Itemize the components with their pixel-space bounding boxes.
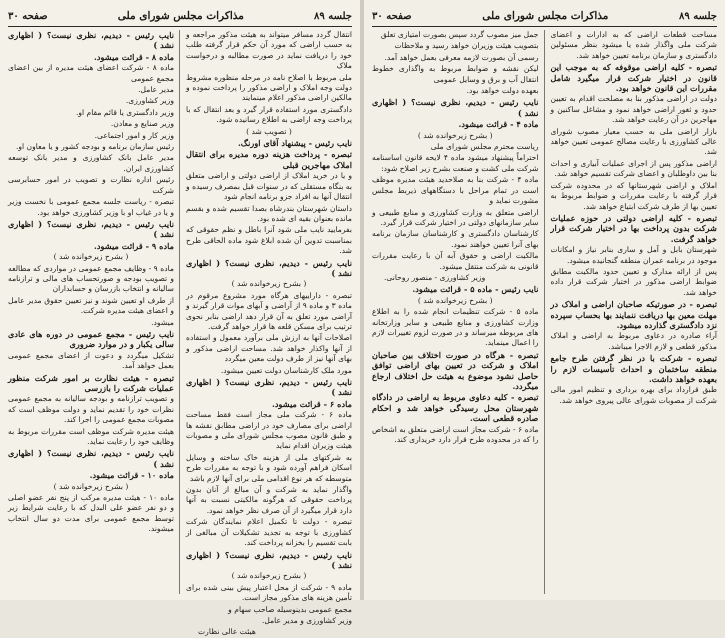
procedural-note: ( بشرح زیرخوانده شد ) — [231, 571, 307, 581]
left-page-right-column — [186, 30, 352, 637]
paragraph: تشکیل میگردد و دعوت از اعضای مجمع عمومی بعمل خواهد آمد. — [8, 350, 174, 371]
section-heading: تبصره - کلیه دعاوی مربوط به اراضی در دادگاه شهرستان محل رسیدگی خواهد شد و احکام صادره قطعی است. — [372, 392, 539, 424]
paragraph: وزیر کشاورزی و مدیر عامل. — [261, 615, 352, 625]
section-heading: تبصره - کلیه اراضی موقوفه که به موجب این قانون در اختیار شرکت قرار میگیرد شامل مقررات این قانون خواهد بود. — [550, 62, 717, 94]
section-heading: نایب رئیس - ماده ۵ - قرائت میشود. — [412, 284, 539, 295]
procedural-note: ( بشرح زیرخوانده شد ) — [53, 252, 129, 262]
paragraph: رئیس اداره نظارت و تصویب در امور حسابرسی شرکت — [8, 175, 174, 195]
paragraph: تبصره - دولت تا تکمیل اعلام نمایندگان شرکت کشاورزی با توجه به تجدید تشکیلات آن مبالغی از بابت تقسیم را بخزانه پرداخت کند. — [186, 517, 352, 548]
section-heading: تبصره - در صورتیکه صاحبان اراضی و املاک در مهلت معین بها دریافت ننمایند بها بحساب سپرده نزد دادگستری گذارده میشود. — [550, 299, 717, 330]
paragraph: ماده ۱۰ - هیئت مدیره مرکب از پنج نفر عضو اصلی و دو نفر عضو علی البدل که با رعایت شرایط زیر توسط مجمع عمومی برای مدت دو سال انتخاب میشوند. — [8, 493, 175, 534]
procedural-note: ( بشرح زیرخوانده شد ) — [231, 279, 307, 289]
paragraph: از طرف او تعیین شوند و نیز تعیین حقوق مدیر عامل و اعضای هیئت مدیره شرکت. — [8, 295, 174, 316]
paragraph: ماده ۹ - شرکت از محل اعتبار پیش بینی شده برای تأمین هزینه های مذکور مجاز است. — [186, 582, 352, 603]
paragraph: و تصویب ترازنامه و بودجه سالیانه به مجمع عمومی نظرات خود را تقدیم نماید و دولت موظف است که مصوبات مجمع عمومی را اجرا کند. — [8, 394, 174, 425]
section-heading: نایب رئیس - دیدیم، نظری نیست؟ ( اظهاری نشد ) — [8, 218, 174, 240]
paragraph: بعهده دولت خواهد بود. — [466, 86, 539, 96]
paragraph: مدیر عامل. — [138, 85, 174, 95]
paragraph: میشود. — [151, 317, 174, 327]
procedural-note: ( بشرح زیرخوانده شد ) — [417, 295, 493, 305]
paragraph: اصلاحات آنها به ارزش ملی برآورد معمول و استفاده از آنها واکذار خواهد شد. مساحت اراضی مذکور و بهای آنها نیز از طرف دولت معین میگردد — [186, 333, 352, 364]
left-page-header — [8, 6, 352, 27]
paragraph: تبصره - ریاست جلسه مجمع عمومی با نخست وزیر و یا در غیاب او با وزیر کشاورزی خواهد بود. — [8, 197, 174, 217]
paragraph: کارشناسان دادگستری و کارشناسان سازمان برنامه بهای آنرا تعیین خواهند نمود. — [372, 229, 539, 249]
paragraph: به شرکتهای ملی از هزینه خاک ساخته و وسایل اسکان فراهم آورده شود و با توجه به مقررات طرح متوسطه که هر نوع اقدامی ملی برای آنها لازم باشد — [186, 452, 352, 483]
section-heading: نایب رئیس - دیدیم، نظری نیست؟ ( اظهاری نشد ) — [8, 30, 174, 51]
paragraph: طبق قرارداد برای بهره برداری و تنظیم امور مالی شرکت از مصوبات شورای عالی پیروی خواهد شد. — [550, 385, 717, 405]
right-page-header — [372, 6, 717, 27]
paragraph: وزیر کشاورزی. — [125, 96, 174, 106]
section-heading: ماده ۴ - قرائت میشود. — [458, 119, 539, 130]
paragraph: دادگستری مورد استفاده قرار گیرد و بعد انتقال که با پرداخت وجه اراضی به اطلاع رسانیده شود. — [186, 104, 352, 125]
right-page-columns — [372, 30, 717, 594]
section-heading: ماده ۹ - قرائت میشود. — [94, 240, 174, 251]
paragraph: اراضی متعلق به وزارت کشاورزی و منابع طبیعی و سایر سازمانهای دولتی در اختیار شرکت قرار گیرد. — [372, 207, 539, 227]
section-heading: نایب رئیس - دیدیم، نظری نیست؟ ( اظهاری نشد ) — [8, 448, 174, 469]
left-page-columns — [8, 30, 352, 637]
procedural-note: ( بشرح زیرخوانده شد ) — [417, 130, 493, 140]
paragraph: لیکن نقشه و ضوابط مربوط به واگذاری خطوط انتقال آب و برق و وسایل عمومی — [372, 64, 539, 84]
paragraph: رئیس سازمان برنامه و بودجه کشور و یا معاون او. — [15, 142, 174, 152]
section-heading: نایب رئیس - دیدیم، نظری نیست؟ ( اظهاری نشد ) — [372, 97, 539, 118]
section-heading: تبصره - پرداخت هزینه دوره مدیره برای انتقال املاک مهاجرین قبلی — [186, 149, 352, 170]
paragraph: دولت در اراضی مذکور بنا به مصلحت اقدام به تعیین حدود و ثغور اراضی خواهد نمود و مشاغل ساکنین و مهاجرین در آن رعایت خواهد شد. — [550, 94, 717, 125]
section-heading: نایب رئیس - دیدیم، نظری نیست؟ ( اظهاری نشد ) — [186, 257, 352, 278]
paragraph: وزیر صنایع و معادن. — [110, 119, 174, 129]
paragraph: انتقال گردد مسافر میتواند به هیئت مذکور مراجعه و به حسب اراضی که مورد آن حکم قرار گرفته طلب خود را دریافت نماید در صورت مطالبه و درخواست ملاک — [186, 30, 352, 71]
paragraph: مدیر عامل بانک کشاورزی و مدیر بانک توسعه کشاورزی ایران. — [8, 153, 174, 173]
paragraph: بازار اراضی ملی به حسب معیار مصوب شورای عالی کشاورزی با رعایت مصالح عمومی تعیین خواهد شد. — [550, 126, 717, 157]
right-page-left-column — [372, 30, 545, 594]
paragraph: واگذار نماید به شرکت و آن مبالغ از آنان بدون پرداخت حقوقی که هرگونه مالکیتی نسبت به آنها دارد قرار میگیرد از آن صرف نظر خواهد نمود. — [186, 485, 352, 515]
paragraph: بتصویب هیئت وزیران خواهد رسید و ملاحظات — [394, 41, 539, 51]
paragraph: ریاست محترم مجلس شورای ملی — [430, 142, 539, 152]
left-page-title: مذاکرات مجلس شورای ملی — [117, 10, 244, 22]
right-page-number: صفحه ۳۰ — [372, 10, 412, 22]
section-heading: تبصره - هیئت نظارت بر امور شرکت منظور عملیات شرکت را بازرسی — [8, 372, 174, 393]
section-heading: نایب رئیس - پیشنهاد آقای اورنگ. — [237, 138, 352, 149]
paragraph: وزیر کار و امور اجتماعی. — [94, 130, 174, 140]
section-heading: نایب رئیس - دیدیم، نظری نیست؟ ( اظهاری نشد ) — [186, 377, 352, 398]
section-heading: نایب رئیس - مجمع عمومی در دوره های عادی سالی یکبار و در موارد ضروری — [8, 328, 174, 350]
paragraph: احتراماً پیشنهاد میشود ماده ۴ لایحه قانون اساسنامه شرکت ملی کشت و صنعت بشرح زیر اصلاح شود: — [372, 153, 539, 173]
left-session-label: جلسه ۸۹ — [313, 10, 352, 22]
paragraph: اراضی مذکور پس از اجرای عملیات آبیاری و احداث بنا بین داوطلبان و اعضای شرکت تقسیم خواهد شد. — [550, 158, 717, 179]
paragraph: و یا در خرید املاک از اراضی دولتی و اراضی متعلق به بنگاه مستقلی که در سنوات قبل بمصرف رسیده و انتقال آنها به افراد جزو برنامه انجام شود — [186, 171, 352, 202]
paragraph: ملی مربوط با اصلاح نامه در مرحله منظوره مشروط دولت وجه املاک و اراضی مذکور را پرداخت نموده و مالکین اراضی مذکور اعلام مینمایند — [186, 72, 352, 103]
paragraph: بفرمایید نایب ملی شود آنرا باطل و نظم حقوقی که بمناسبت تدوین آن شده ابلاغ شود ماده الحاقی طرح شد. — [186, 225, 352, 256]
paragraph: ماده ۸ - شرکت اعضای هیئت مدیره از بین اعضای مجمع عمومی — [8, 63, 175, 83]
right-page — [364, 0, 725, 600]
paragraph: وزیر دادگستری یا قائم مقام او. — [75, 107, 174, 117]
paragraph: ماده ۵ - شرکت تنظیمات انجام شده را به اطلاع وزارت کشاورزی و منابع طبیعی و سایر وزارتخانه های مربوطه میرساند و در صورت لزوم تغییرات لازم را اعمال مینماید. — [372, 307, 539, 348]
left-page-number: صفحه ۳۰ — [8, 10, 48, 22]
paragraph: ماده ۶ - شرکت مجاز است اراضی متعلق به اشخاص را که در محدوده طرح قرار دارد خریداری کند. — [372, 424, 539, 445]
paragraph: املاک و اراضی شهرستانها که در محدوده شرکت قرار گرفته با رعایت مقررات و ضوابط مربوط به تعیین بها از طرف شرکت ابتیاع خواهد شد. — [550, 180, 717, 211]
paragraph: پس از ارائه مدارک و تعیین حدود مالکیت مطابق ضوابط اراضی مذکور در اختیار شرکت قرار داده خواهد شد. — [550, 266, 717, 297]
signature-line: هیئت عالی نظارت — [198, 627, 256, 637]
right-page-title: مذاکرات مجلس شورای ملی — [482, 10, 609, 22]
section-heading: تبصره - هرگاه در صورت اختلاف بین صاحبان املاک و شرکت در تعیین بهای اراضی توافق حاصل نشود موضوع به هیئت حل اختلاف ارجاع میگردد. — [372, 349, 539, 391]
right-session-label: جلسه ۸۹ — [678, 10, 717, 22]
paragraph: مجمع عمومی بدینوسیله صاحب سهام و — [228, 604, 352, 614]
section-heading: تبصره - کلیه اراضی دولتی در حوزه عملیات شرکت بدون پرداخت بها در اختیار شرکت قرار خواهد گرفت. — [550, 212, 717, 244]
paragraph: آراء صادره در دعاوی مربوط به اراضی و املاک مذکور قطعی و لازم الاجرا میباشد. — [550, 331, 717, 351]
paragraph: مساحت قطعات اراضی که به ادارات و اعضای شرکت ملی واگذار شده یا میشود بنظر مسئولین دادگستری و سازمان برنامه تعیین خواهد شد. — [550, 30, 717, 60]
section-heading: ماده ۱۰ - قرائت میشود. — [89, 470, 174, 481]
section-heading: ماده ۶ - قرائت میشود. — [272, 398, 352, 409]
paragraph: شهرستان بابل و آمل و ساری بنابر نیاز و امکانات موجود در برنامه عمران منطقه گنجانیده میشود. — [550, 245, 717, 265]
paragraph: تبصره - داراییهای هرگاه مورد مشروع مرقوم در ماده ۳ و ماده ۹ از آراضی و آبهای موات قرار گیرند و آراضی مورد تعلق به آن قرار دهد اراضی بنابر نحوی ترتیب برای مسکن قلعه ها قرار خواهد گرفت. — [186, 290, 352, 331]
procedural-note: ( بشرح زیرخوانده شد ) — [53, 481, 129, 491]
signature-line: وزیر کشاورزی - منصور روحانی. — [384, 272, 486, 282]
left-page-left-column — [8, 30, 180, 594]
procedural-note: ( تصویب شد ) — [246, 126, 292, 136]
paragraph: مورد ملک کارشناسان دولت تعیین میشود. — [220, 365, 352, 375]
paragraph: ماده ۴ - شرکت بنا به صلاحدید هیئت مدیره موظف است در تمام مراحل با دستگاههای ذیربط مجلس مشورت نماید و — [372, 175, 539, 206]
paragraph: داستان شهرستان بندرشاه بصدا تقسیم شده و بقسم مانده بعنوان بقیه ای شده بود. — [186, 203, 352, 223]
left-page — [0, 0, 360, 637]
section-heading: تبصره - شرکت با در نظر گرفتن طرح جامع منطقه ساختمان و احداث تأسیسات لازم را بعهده خواهد داشت. — [550, 353, 717, 384]
paragraph: رسمی آن بصورت لازمه معرفی بعمل خواهد آمد. — [384, 52, 539, 62]
section-heading: نایب رئیس - دیدیم، نظری نیست؟ ( اظهاری نشد ) — [186, 549, 352, 570]
section-heading: ماده ۸ - قرائت میشود. — [94, 51, 174, 62]
paragraph: مالکیت اراضی و حقوق آبه آن با رعایت مقررات قانونی به شرکت منتقل میشود. — [372, 251, 539, 271]
paragraph: ماده ۹ - وظایف مجمع عمومی در مواردی که مطالعه و تصویب بودجه و صورتحساب های مالی و ترازنامه سالیانه و انتخاب بازرسان و حسابداران — [8, 263, 175, 294]
paragraph: جمل میز مصوب گردد سپس بصورت امتیازی تعلق — [380, 30, 539, 39]
paragraph: هیئت مدیره شرکت موظف است مقررات مربوط به وظایف خود را رعایت نماید. — [8, 426, 174, 447]
paragraph: ماده ۶ - شرکت ملی مجاز است فقط مساحت اراضی برای مصارف خود در اراضی مطابق نقشه ها و طبق قانون مصوب مجلس شورای ملی و مصوبات هیئت وزیران اقدام نماید — [186, 410, 352, 451]
right-page-right-column — [551, 30, 718, 594]
